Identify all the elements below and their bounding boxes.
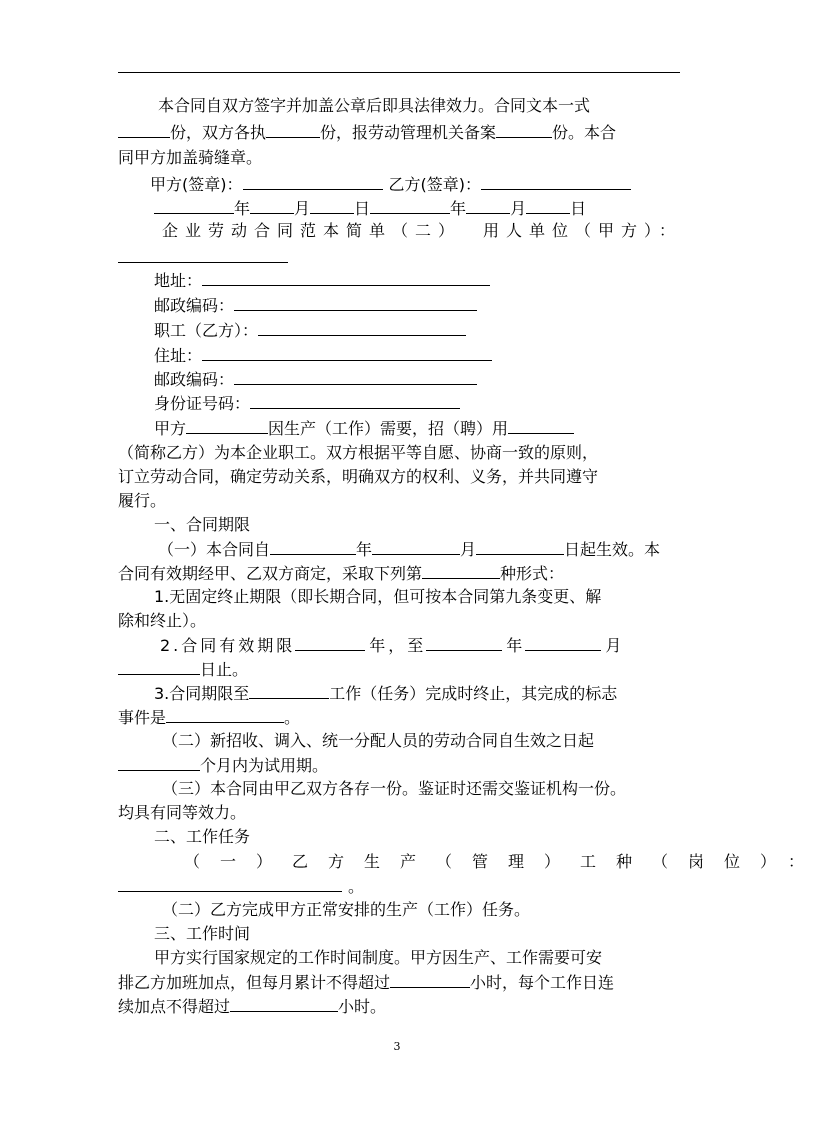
text: 工作（任务）完成时终止，其完成的标志 (329, 684, 618, 703)
heading-contract-term: 一、合同期限 (154, 515, 251, 534)
blank-field[interactable] (250, 196, 294, 214)
text: 因生产（工作）需要，招（聘）用 (268, 419, 509, 438)
residence-field[interactable] (202, 343, 492, 361)
page-number: 3 (393, 1040, 401, 1053)
blank-field[interactable] (476, 537, 564, 555)
party-a-sign-label: 甲方(签章)： (150, 175, 243, 194)
paragraph-line (118, 609, 680, 633)
text: 日起生效。本 (564, 540, 661, 559)
paragraph-line (118, 801, 680, 825)
blank-field[interactable] (270, 537, 356, 555)
paragraph-line (118, 146, 680, 170)
paragraph-line (118, 633, 680, 657)
paragraph-line (118, 777, 680, 801)
paragraph-line (118, 946, 680, 970)
text: （二）乙方完成甲方正常安排的生产（工作）任务。 (162, 900, 531, 919)
text: 年，至 (369, 636, 427, 655)
paragraph-line (118, 441, 680, 465)
text: （二）新招收、调入、统一分配人员的劳动合同自生效之日起 (162, 731, 595, 750)
text: 年 (234, 199, 251, 218)
postcode-field[interactable] (234, 293, 477, 311)
paragraph-line (118, 416, 680, 440)
blank-field[interactable] (525, 633, 601, 651)
heading-work-time: 三、工作时间 (154, 924, 251, 943)
employer-field[interactable] (118, 262, 288, 263)
paragraph-line (118, 657, 680, 681)
party-b-sign-field[interactable] (481, 172, 631, 190)
text: （一）乙方生产（管理）工种（岗位）： (184, 852, 824, 871)
paragraph-line (118, 850, 824, 874)
text: 。 (348, 877, 365, 896)
party-a-sign-field[interactable] (243, 172, 383, 190)
employee-field[interactable] (258, 318, 466, 336)
postcode-label: 邮政编码： (154, 370, 235, 389)
blank-field[interactable] (118, 657, 200, 675)
form-row (118, 367, 680, 391)
form-row (118, 343, 680, 367)
paragraph-line (118, 970, 680, 994)
text: 除和终止）。 (118, 611, 207, 630)
address-label: 地址： (154, 271, 203, 290)
paragraph-line (118, 994, 680, 1018)
section-heading (118, 922, 680, 946)
paragraph-line (118, 465, 680, 489)
residence-label: 住址： (154, 346, 203, 365)
paragraph-line (118, 585, 680, 609)
paragraph-line (118, 561, 680, 585)
text: 年 (450, 199, 467, 218)
text: 份，报劳动管理机关备案 (320, 123, 497, 142)
section-heading (118, 513, 680, 537)
id-number-field[interactable] (250, 391, 460, 409)
text: 排乙方加班加点，但每月累计不得超过 (118, 973, 391, 992)
blank-field[interactable] (370, 196, 450, 214)
text: 均具有同等效力。 (118, 803, 247, 822)
text: 订立劳动合同，确定劳动关系，明确双方的权利、义务，并共同遵守 (118, 467, 599, 486)
postcode-field[interactable] (234, 367, 477, 385)
text: 同甲方加盖骑缝章。 (118, 148, 263, 167)
text: 种形式： (500, 564, 565, 583)
employee-label: 职工（乙方）： (154, 321, 259, 340)
text: 份。本合 (552, 123, 617, 142)
blank-field[interactable] (266, 120, 320, 138)
paragraph-line (118, 94, 680, 118)
section-heading (118, 825, 680, 849)
paragraph-line (118, 219, 683, 243)
text: 。 (284, 708, 301, 727)
text: 甲方 (154, 419, 187, 438)
text: 月 (460, 540, 477, 559)
paragraph-line (118, 705, 680, 729)
text: （三）本合同由甲乙双方各存一份。鉴证时还需交鉴证机构一份。 (162, 779, 627, 798)
paragraph-line (118, 120, 680, 144)
blank-field[interactable] (186, 416, 268, 434)
employer-label: 用人单位（甲方）： (483, 221, 683, 240)
blank-field[interactable] (508, 416, 574, 434)
text: 本合同自双方签字并加盖公章后即具法律效力。合同文本一式 (158, 96, 591, 115)
text: 小时。 (338, 997, 387, 1016)
paragraph-line (118, 729, 680, 753)
form-row (118, 268, 680, 292)
text: 日 (354, 199, 371, 218)
text: （简称乙方）为本企业职工。双方根据平等自愿、协商一致的原则， (118, 443, 599, 462)
blank-field[interactable] (422, 561, 500, 579)
paragraph-line (118, 681, 680, 705)
paragraph-line (118, 753, 680, 777)
postcode-label: 邮政编码： (154, 296, 235, 315)
blank-field[interactable] (390, 970, 470, 988)
paragraph-line (118, 489, 680, 513)
text: 月 (294, 199, 311, 218)
text: 年 (506, 636, 526, 655)
form-row (118, 391, 680, 415)
text: 份，双方各执 (170, 123, 267, 142)
text: 履行。 (118, 491, 167, 510)
blank-field[interactable] (372, 537, 460, 555)
paragraph-line (118, 537, 680, 561)
blank-field[interactable] (166, 705, 284, 723)
blank-field[interactable] (118, 120, 170, 138)
text: 小时，每个工作日连 (470, 973, 615, 992)
text: 事件是 (118, 708, 167, 727)
id-number-label: 身份证号码： (154, 394, 251, 413)
blank-field[interactable] (426, 633, 502, 651)
text: 3.合同期限至 (154, 684, 250, 703)
text: 1.无固定终止期限（即长期合同，但可按本合同第九条变更、解 (154, 587, 602, 606)
blank-field[interactable] (526, 196, 570, 214)
text: 续加点不得超过 (118, 997, 231, 1016)
form-row (118, 293, 680, 317)
signature-line (118, 172, 680, 196)
text: 年 (356, 540, 373, 559)
text: 甲方实行国家规定的工作时间制度。甲方因生产、工作需要可安 (154, 948, 603, 967)
text: （一）本合同自 (158, 540, 271, 559)
text: 日 (570, 199, 587, 218)
text: 2.合同有效期限 (160, 636, 296, 655)
date-line (118, 196, 680, 220)
blank-field[interactable] (295, 633, 365, 651)
heading-work-task: 二、工作任务 (154, 827, 251, 846)
party-b-sign-label: 乙方(签章)： (388, 175, 481, 194)
blank-field[interactable] (154, 196, 234, 214)
address-field[interactable] (202, 268, 490, 286)
header-rule (118, 72, 680, 73)
paragraph-line (118, 898, 680, 922)
text: 日止。 (200, 660, 249, 679)
blank-field[interactable] (496, 120, 552, 138)
blank-field[interactable] (118, 753, 200, 771)
blank-field[interactable] (310, 196, 354, 214)
blank-field[interactable] (249, 681, 329, 699)
text: 月 (510, 199, 527, 218)
text: 个月内为试用期。 (200, 756, 329, 775)
blank-field[interactable] (230, 994, 338, 1012)
section-title: 企业劳动合同范本简单（二） (162, 221, 462, 240)
paragraph-line (118, 874, 680, 898)
blank-field[interactable] (466, 196, 510, 214)
form-row (118, 318, 680, 342)
text: 月 (605, 636, 625, 655)
text: 合同有效期经甲、乙双方商定，采取下列第 (118, 564, 423, 583)
blank-field[interactable] (118, 874, 342, 892)
